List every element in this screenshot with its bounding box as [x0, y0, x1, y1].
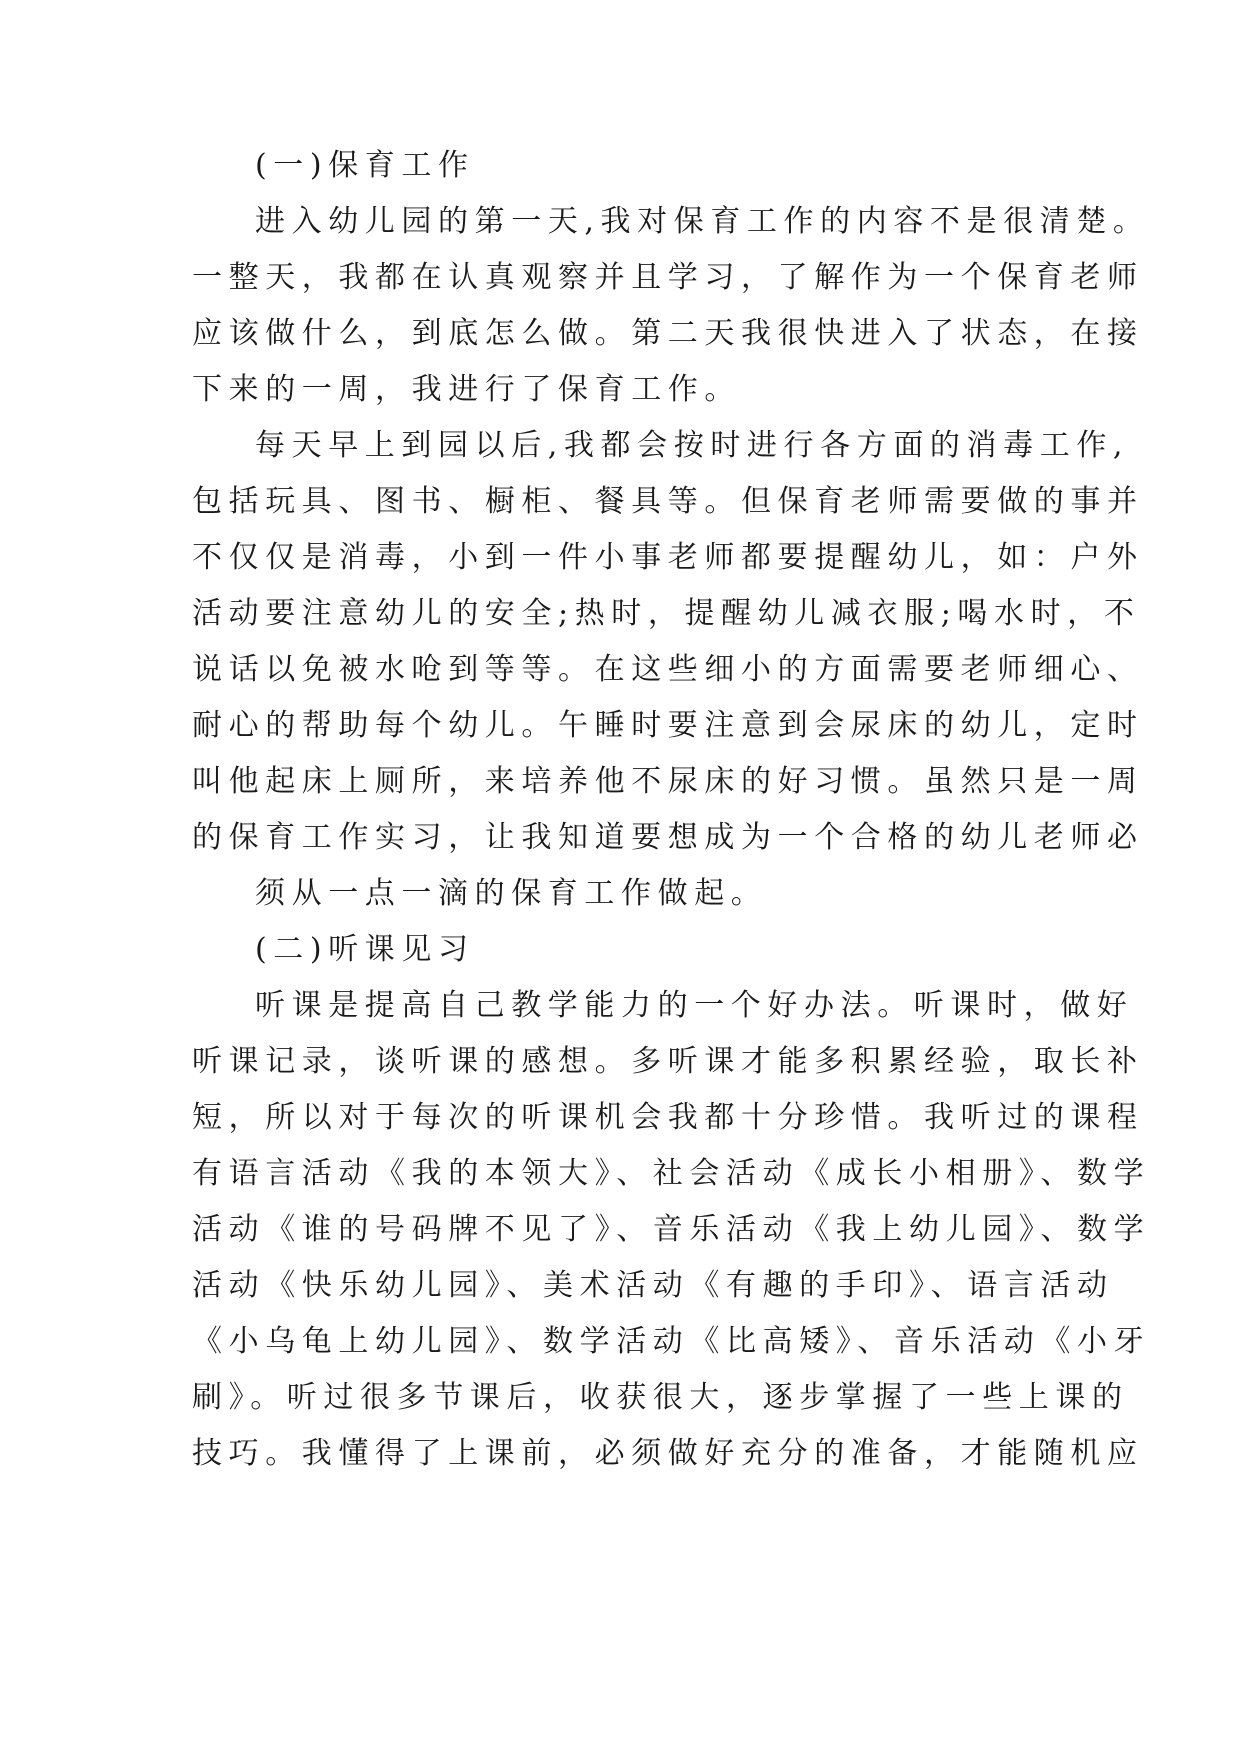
paragraph-line: 耐心的帮助每个幼儿。午睡时要注意到会尿床的幼儿，定时 — [192, 708, 1144, 743]
paragraph-line: 短，所以对于每次的听课机会我都十分珍惜。我听过的课程 — [192, 1100, 1144, 1135]
paragraph-line: 听课是提高自己教学能力的一个好办法。听课时，做好 — [255, 988, 1134, 1023]
paragraph-line: 每天早上到园以后,我都会按时进行各方面的消毒工作, — [255, 428, 1130, 463]
paragraph-line: 须从一点一滴的保育工作做起。 — [255, 876, 768, 911]
paragraph-line: 下来的一周，我进行了保育工作。 — [192, 372, 741, 407]
paragraph-line: 刷》。听过很多节课后，收获很大，逐步掌握了一些上课的 — [192, 1380, 1129, 1415]
paragraph-line: 活动《谁的号码牌不见了》、音乐活动《我上幼儿园》、数学 — [192, 1212, 1151, 1247]
paragraph-line: 包括玩具、图书、橱柜、餐具等。但保育老师需要做的事并 — [192, 484, 1144, 519]
paragraph-line: 不仅仅是消毒，小到一件小事老师都要提醒幼儿，如：户外 — [192, 540, 1144, 575]
paragraph-line: 的保育工作实习，让我知道要想成为一个合格的幼儿老师必 — [192, 820, 1144, 855]
paragraph-line: 进入幼儿园的第一天,我对保育工作的内容不是很清楚。 — [255, 204, 1150, 239]
paragraph-line: 活动要注意幼儿的安全;热时，提醒幼儿减衣服;喝水时，不 — [192, 596, 1141, 631]
paragraph-line: 技巧。我懂得了上课前，必须做好充分的准备，才能随机应 — [192, 1436, 1144, 1471]
paragraph-line: 叫他起床上厕所，来培养他不尿床的好习惯。虽然只是一周 — [192, 764, 1144, 799]
section-heading-2: (二)听课见习 — [255, 932, 475, 967]
paragraph-line: 说话以免被水呛到等等。在这些细小的方面需要老师细心、 — [192, 652, 1144, 687]
section-heading-1: (一)保育工作 — [255, 148, 475, 183]
paragraph-line: 应该做什么，到底怎么做。第二天我很快进入了状态，在接 — [192, 316, 1144, 351]
paragraph-line: 活动《快乐幼儿园》、美术活动《有趣的手印》、语言活动 — [192, 1268, 1114, 1303]
paragraph-line: 听课记录，谈听课的感想。多听课才能多积累经验，取长补 — [192, 1044, 1144, 1079]
paragraph-line: 一整天，我都在认真观察并且学习，了解作为一个保育老师 — [192, 260, 1144, 295]
paragraph-line: 有语言活动《我的本领大》、社会活动《成长小相册》、数学 — [192, 1156, 1151, 1191]
paragraph-line: 《小乌龟上幼儿园》、数学活动《比高矮》、音乐活动《小牙 — [192, 1324, 1151, 1359]
